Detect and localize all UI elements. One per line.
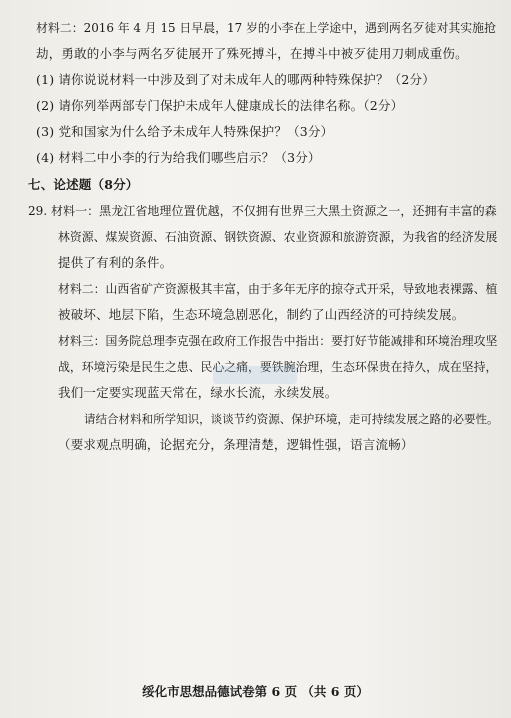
q29-material3-line-3: 我们一定要实现蓝天常在，绿水长流，永续发展。 xyxy=(58,385,338,400)
material2-line-1: 材料二：2016 年 4 月 15 日早晨，17 岁的小李在上学途中，遇到两名歹徒对其实施抢 xyxy=(36,21,496,35)
q29-requirements: （要求观点明确，论据充分，条理清楚，逻辑性强，语言流畅） xyxy=(58,437,414,452)
faint-watermark xyxy=(213,366,297,384)
q29-material3-line-1: 材料三：国务院总理李克强在政府工作报告中指出：要打好节能减排和环境治理攻坚 xyxy=(58,334,498,348)
question-2: (2) 请你列举两部专门保护未成年人健康成长的法律名称。（2分） xyxy=(36,98,404,113)
section-7-title: 七、论述题（8分） xyxy=(28,177,139,192)
q29-material3-line-2: 战，环境污染是民生之患、民心之痛，要铁腕治理，生态环保贵在持久，成在坚持， xyxy=(58,360,498,374)
question-4: (4) 材料二中小李的行为给我们哪些启示？（3分） xyxy=(36,150,321,165)
q29-material1-line-3: 提供了有利的条件。 xyxy=(58,255,173,270)
q29-material2-line-2: 被破坏、地层下陷，生态环境急剧恶化，制约了山西经济的可持续发展。 xyxy=(58,307,465,322)
q29-prompt: 请结合材料和所学知识，谈谈节约资源、保护环境，走可持续发展之路的必要性。 xyxy=(84,412,499,426)
page-footer: 绥化市思想品德试卷第 6 页 （共 6 页） xyxy=(142,684,369,699)
material2-line-2: 劫，勇敢的小李与两名歹徒展开了殊死搏斗，在搏斗中被歹徒用刀刺成重伤。 xyxy=(36,46,468,61)
question-3: (3) 党和国家为什么给予未成年人特殊保护？（3分） xyxy=(36,124,334,139)
q29-material1-line-2: 林资源、煤炭资源、石油资源、钢铁资源、农业资源和旅游资源，为我省的经济发展 xyxy=(58,230,498,244)
q29-material1-line-1: 29. 材料一：黑龙江省地理位置优越，不仅拥有世界三大黑土资源之一，还拥有丰富的森 xyxy=(28,204,497,218)
q29-material2-line-1: 材料二：山西省矿产资源极其丰富，由于多年无序的掠夺式开采，导致地表裸露、植 xyxy=(58,282,498,296)
question-1: (1) 请你说说材料一中涉及到了对未成年人的哪两种特殊保护？（2分） xyxy=(36,72,435,87)
